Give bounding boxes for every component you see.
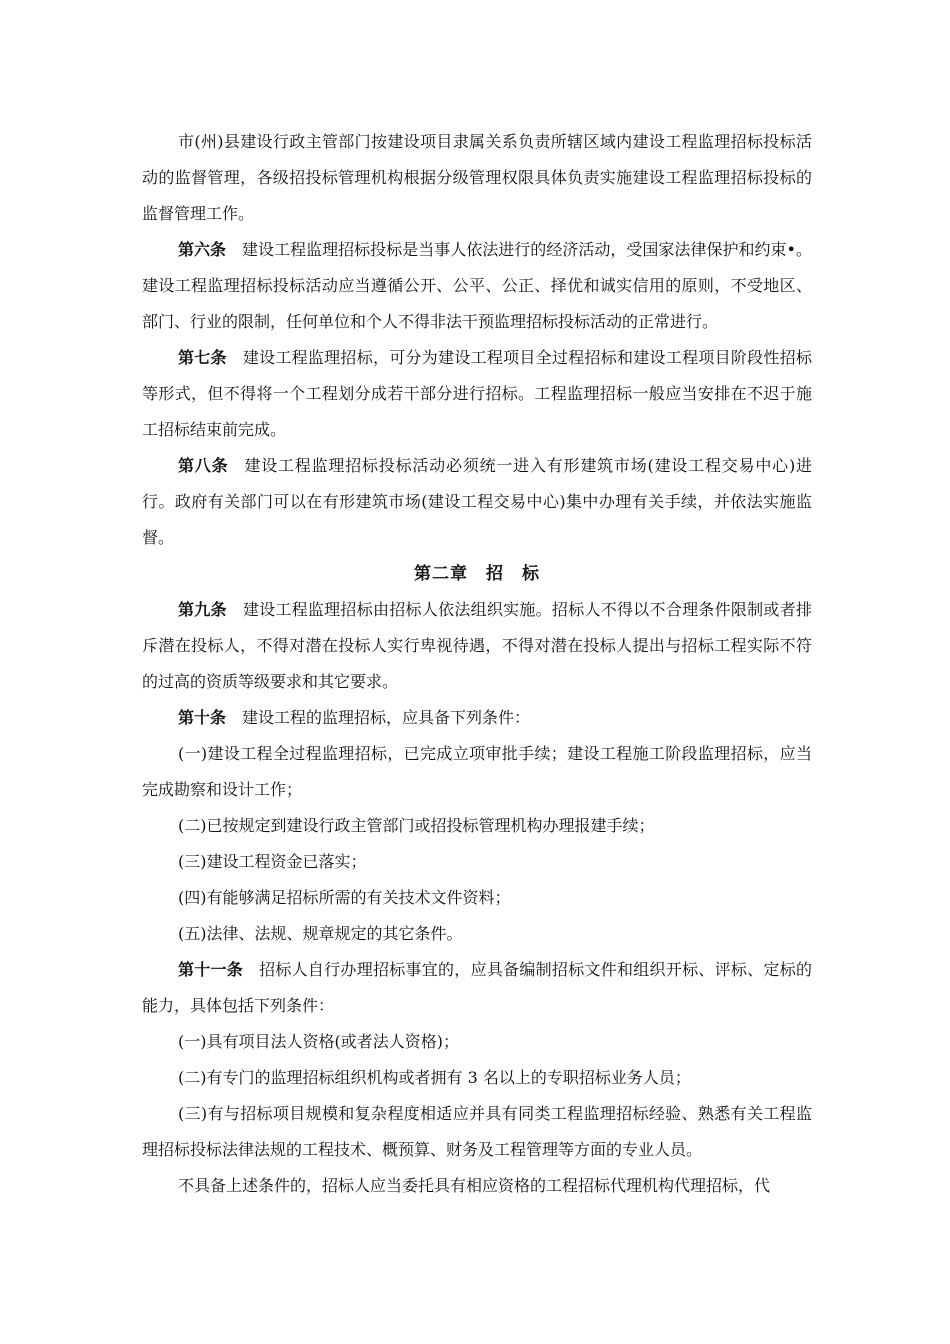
article-11-label: 第十一条 xyxy=(178,960,244,979)
article-10-item: (三)建设工程资金已落实； xyxy=(178,852,367,871)
document-body xyxy=(142,124,812,1204)
article-9 xyxy=(142,592,812,700)
article-8-label: 第八条 xyxy=(178,456,229,475)
article-11 xyxy=(142,952,812,1024)
article-10-item: (四)有能够满足招标所需的有关技术文件资料； xyxy=(178,888,511,907)
article-11-item: (二)有专门的监理招标组织机构或者拥有 3 名以上的专职招标业务人员； xyxy=(178,1068,691,1087)
article-8-text: 建设工程监理招标投标活动必须统一进入有形建筑市场(建设工程交易中心)进行。政府有关部门可以在有形建筑市场(建设工程交易中心)集中办理有关手续，并依法实施监督。 xyxy=(142,456,812,547)
article-7-label: 第七条 xyxy=(178,348,227,367)
article-10-label: 第十条 xyxy=(178,708,227,727)
article-11-text: 招标人自行办理招标事宜的，应具备编制招标文件和组织开标、评标、定标的能力，具体包括下列条件： xyxy=(142,960,812,1015)
article-7 xyxy=(142,340,812,448)
article-11-item: (一)具有项目法人资格(或者法人资格)； xyxy=(178,1032,459,1051)
paragraph-closing: 不具备上述条件的，招标人应当委托具有相应资格的工程招标代理机构代理招标，代 xyxy=(178,1176,771,1195)
article-6-text: 建设工程监理招标投标是当事人依法进行的经济活动，受国家法律保护和约束•。建设工程监理招标投标活动应当遵循公开、公平、公正、择优和诚实信用的原则，不受地区、部门、行业的限制，任何单位和个人不得非法干预监理招标投标活动的正常进行。 xyxy=(142,240,812,331)
article-10-item: (二)已按规定到建设行政主管部门或招投标管理机构办理报建手续； xyxy=(178,816,655,835)
article-11-item: (三)有与招标项目规模和复杂程度相适应并具有同类工程监理招标经验、熟悉有关工程监理招标投标法律法规的工程技术、概预算、财务及工程管理等方面的专业人员。 xyxy=(142,1104,812,1159)
article-10-text: 建设工程的监理招标，应具备下列条件： xyxy=(242,708,531,727)
paragraph-intro: 市(州)县建设行政主管部门按建设项目隶属关系负责所辖区域内建设工程监理招标投标活动的监督管理，各级招投标管理机构根据分级管理权限具体负责实施建设工程监理招标投标的监督管理工作。 xyxy=(142,132,812,223)
article-8 xyxy=(142,448,812,556)
article-6-label: 第六条 xyxy=(178,240,227,259)
chapter-heading: 第二章 招 标 xyxy=(414,564,540,584)
article-10 xyxy=(142,700,812,736)
article-9-text: 建设工程监理招标由招标人依法组织实施。招标人不得以不合理条件限制或者排斥潜在投标人，不得对潜在投标人实行卑视待遇，不得对潜在投标人提出与招标工程实际不符的过高的资质等级要求和其它要求。 xyxy=(142,600,812,691)
article-10-item: (五)法律、法规、规章规定的其它条件。 xyxy=(178,924,463,943)
article-7-text: 建设工程监理招标，可分为建设工程项目全过程招标和建设工程项目阶段性招标等形式，但不得将一个工程划分成若干部分进行招标。工程监理招标一般应当安排在不迟于施工招标结束前完成。 xyxy=(142,348,812,439)
article-6 xyxy=(142,232,812,340)
article-10-item: (一)建设工程全过程监理招标，已完成立项审批手续；建设工程施工阶段监理招标，应当完成勘察和设计工作； xyxy=(142,744,812,799)
article-9-label: 第九条 xyxy=(178,600,227,619)
